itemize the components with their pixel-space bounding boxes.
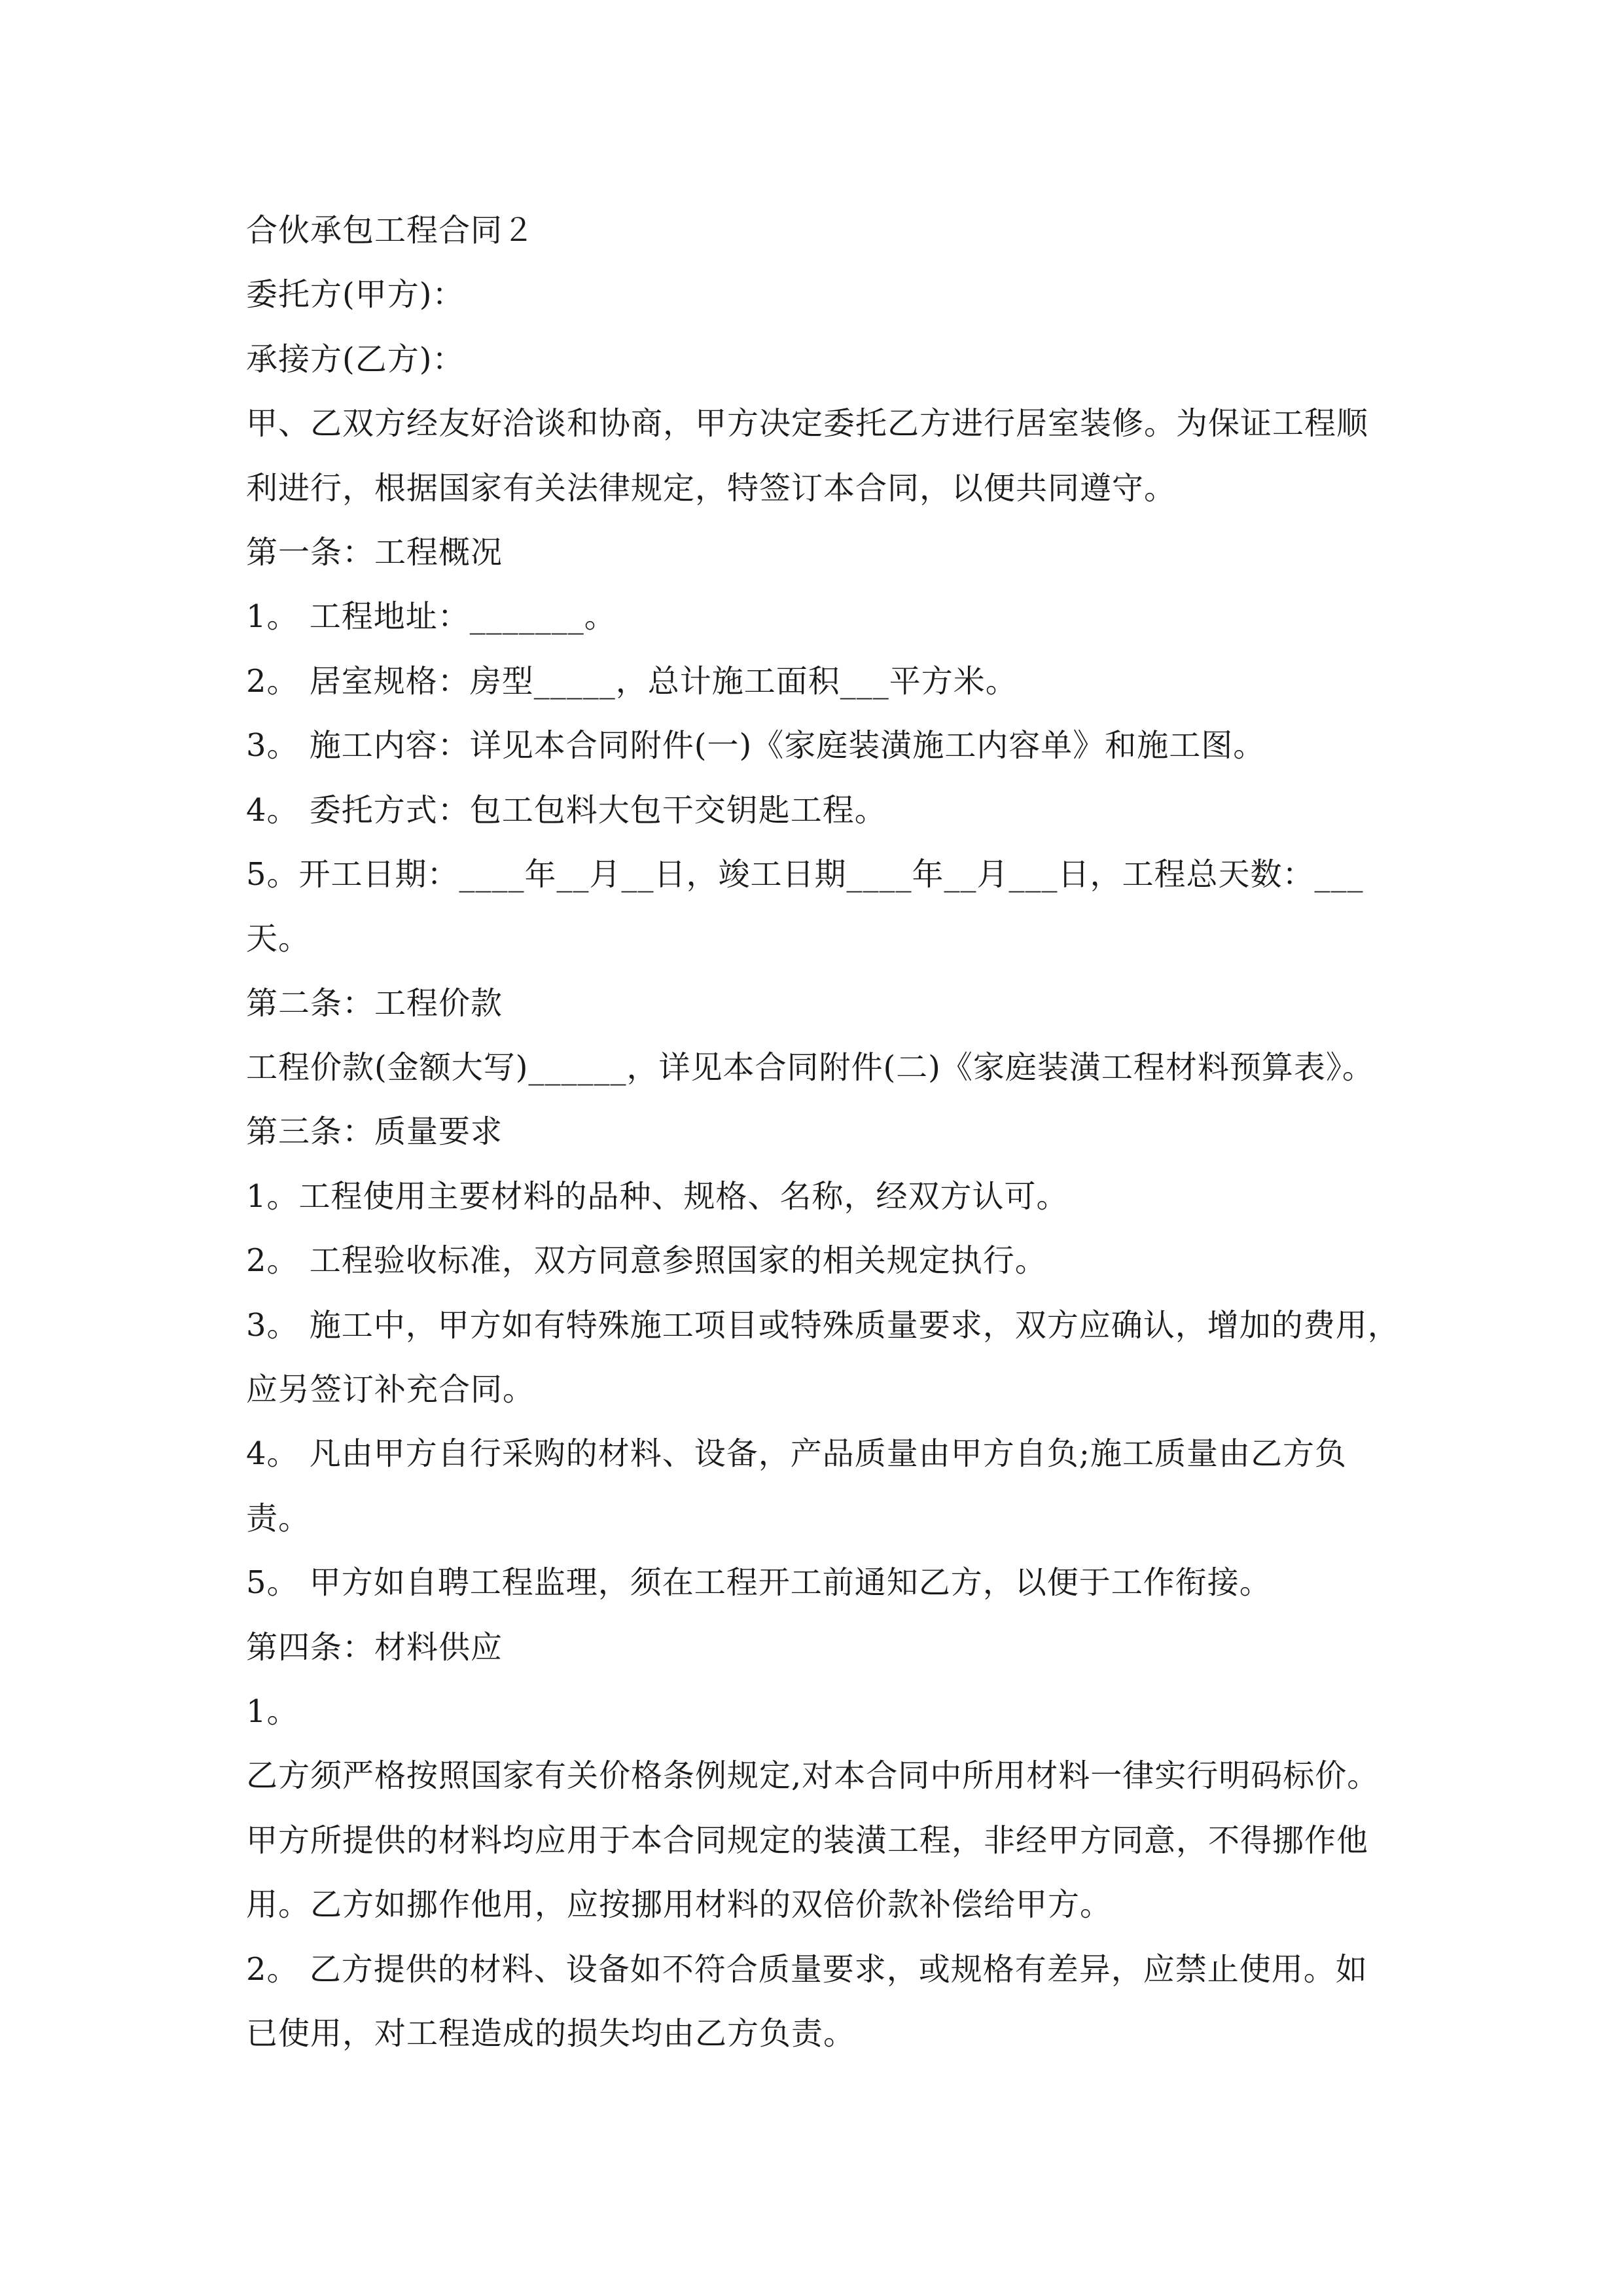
article-3-item: 2。 工程验收标准，双方同意参照国家的相关规定执行。 xyxy=(246,1242,1047,1280)
article-3-item: 5。 甲方如自聘工程监理，须在工程开工前通知乙方，以便于工作衔接。 xyxy=(246,1564,1272,1602)
article-4-item: 用。乙方如挪作他用，应按挪用材料的双倍价款补偿给甲方。 xyxy=(246,1886,1113,1924)
article-4-item: 甲方所提供的材料均应用于本合同规定的装潢工程，非经甲方同意，不得挪作他 xyxy=(246,1821,1369,1859)
article-1-item: 天。 xyxy=(246,920,311,958)
article-4-item: 乙方须严格按照国家有关价格条例规定,对本合同中所用材料一律实行明码标价。 xyxy=(246,1757,1380,1795)
article-1-item: 1。 工程地址：_______。 xyxy=(246,598,616,636)
document-title: 合伙承包工程合同２ xyxy=(246,212,535,249)
article-4-item: 2。 乙方提供的材料、设备如不符合质量要求，或规格有差异，应禁止使用。如 xyxy=(246,1950,1368,1988)
article-3-item: 1。工程使用主要材料的品种、规格、名称，经双方认可。 xyxy=(246,1177,1069,1215)
article-1-item: 5。开工日期：____年__月__日，竣工日期____年__月___日，工程总天数：___ xyxy=(246,855,1364,893)
article-3-item: 4。 凡由甲方自行采购的材料、设备，产品质量由甲方自负;施工质量由乙方负 xyxy=(246,1435,1347,1473)
article-3-item: 3。 施工中，甲方如有特殊施工项目或特殊质量要求，双方应确认，增加的费用， xyxy=(246,1306,1400,1344)
article-1-item: 3。 施工内容：详见本合同附件(一)《家庭装潢施工内容单》和施工图。 xyxy=(246,727,1266,764)
article-4-heading: 第四条：材料供应 xyxy=(246,1628,503,1666)
preamble-line: 利进行，根据国家有关法律规定，特签订本合同，以便共同遵守。 xyxy=(246,469,1177,507)
party-b-line: 承接方(乙方)： xyxy=(246,340,465,378)
party-a-line: 委托方(甲方)： xyxy=(246,276,465,314)
article-1-heading: 第一条：工程概况 xyxy=(246,533,503,571)
preamble-line: 甲、乙双方经友好洽谈和协商，甲方决定委托乙方进行居室装修。为保证工程顺 xyxy=(246,405,1369,442)
article-3-item: 责。 xyxy=(246,1499,311,1537)
article-2-body: 工程价款(金额大写)______，详见本合同附件(二)《家庭装潢工程材料预算表》。 xyxy=(246,1049,1374,1086)
article-3-item: 应另签订补充合同。 xyxy=(246,1371,535,1408)
article-1-item: 2。 居室规格：房型_____，总计施工面积___平方米。 xyxy=(246,662,1018,700)
article-1-item: 4。 委托方式：包工包料大包干交钥匙工程。 xyxy=(246,791,887,829)
document-page xyxy=(246,198,1411,2066)
article-2-heading: 第二条：工程价款 xyxy=(246,984,503,1022)
article-4-item: 1。 xyxy=(246,1693,299,1730)
article-3-heading: 第三条：质量要求 xyxy=(246,1113,503,1151)
article-4-item: 已使用，对工程造成的损失均由乙方负责。 xyxy=(246,2015,856,2052)
